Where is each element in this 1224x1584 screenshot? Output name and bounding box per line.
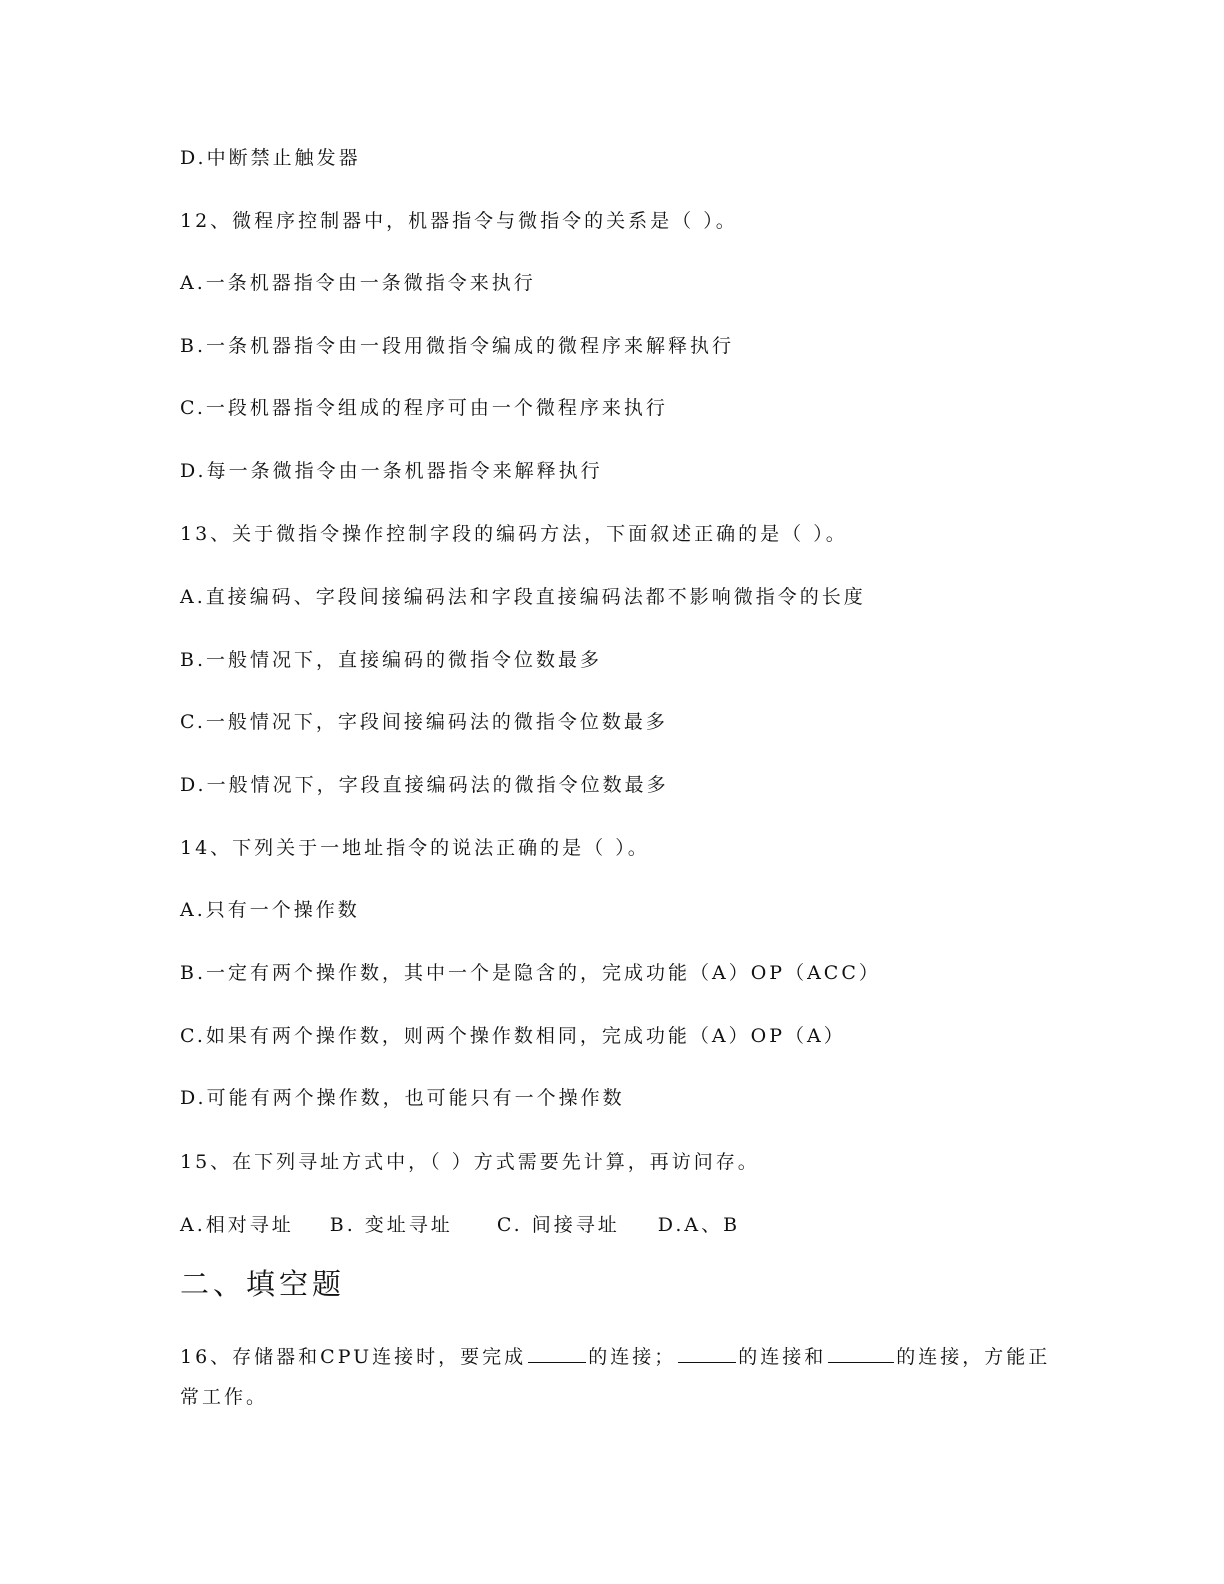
section-heading-fill-blank: 二、填空题 [180, 1267, 346, 1301]
q16-part-2: 的连接； [588, 1346, 677, 1368]
q16-blank-3 [828, 1342, 894, 1363]
q16-part-3: 的连接和 [738, 1346, 827, 1368]
q13-option-c: C.一般情况下，字段间接编码法的微指令位数最多 [180, 711, 668, 733]
q15-option-d: D.A、B [657, 1214, 741, 1236]
q16-blank-1 [528, 1342, 586, 1363]
q12-option-d: D.每一条微指令由一条机器指令来解释执行 [180, 460, 603, 482]
q16-blank-2 [678, 1342, 736, 1363]
q15-stem: 15、在下列寻址方式中，（ ）方式需要先计算，再访问存。 [180, 1151, 760, 1173]
q15-option-a: A.相对寻址 [180, 1214, 294, 1236]
q14-option-a: A.只有一个操作数 [180, 899, 360, 921]
q12-option-a: A.一条机器指令由一条微指令来执行 [180, 272, 536, 294]
q12-option-c: C.一段机器指令组成的程序可由一个微程序来执行 [180, 397, 668, 419]
q13-option-d: D.一般情况下，字段直接编码法的微指令位数最多 [180, 774, 669, 796]
q13-option-a: A.直接编码、字段间接编码法和字段直接编码法都不影响微指令的长度 [180, 586, 866, 608]
q12-stem: 12、微程序控制器中，机器指令与微指令的关系是（ ）。 [180, 210, 738, 232]
q16-part-1: 16、存储器和CPU连接时，要完成 [180, 1346, 527, 1368]
q15-option-c: C. 间接寻址 [496, 1214, 620, 1236]
q16-part-4: 的连接，方能正 [896, 1346, 1051, 1368]
q14-option-c: C.如果有两个操作数，则两个操作数相同，完成功能（A）OP（A） [180, 1025, 846, 1047]
q14-option-d: D.可能有两个操作数，也可能只有一个操作数 [180, 1087, 625, 1109]
q16-line-2: 常工作。 [180, 1386, 269, 1408]
q15-options [180, 1213, 740, 1237]
q11-option-d: D.中断禁止触发器 [180, 147, 361, 169]
q14-stem: 14、下列关于一地址指令的说法正确的是（ ）。 [180, 837, 650, 859]
q12-option-b: B.一条机器指令由一段用微指令编成的微程序来解释执行 [180, 335, 735, 357]
q15-option-b: B. 变址寻址 [329, 1214, 453, 1236]
q13-stem: 13、关于微指令操作控制字段的编码方法，下面叙述正确的是（ ）。 [180, 523, 848, 545]
q16-line-1 [180, 1342, 1050, 1369]
q14-option-b: B.一定有两个操作数，其中一个是隐含的，完成功能（A）OP（ACC） [180, 962, 881, 984]
q13-option-b: B.一般情况下，直接编码的微指令位数最多 [180, 649, 603, 671]
